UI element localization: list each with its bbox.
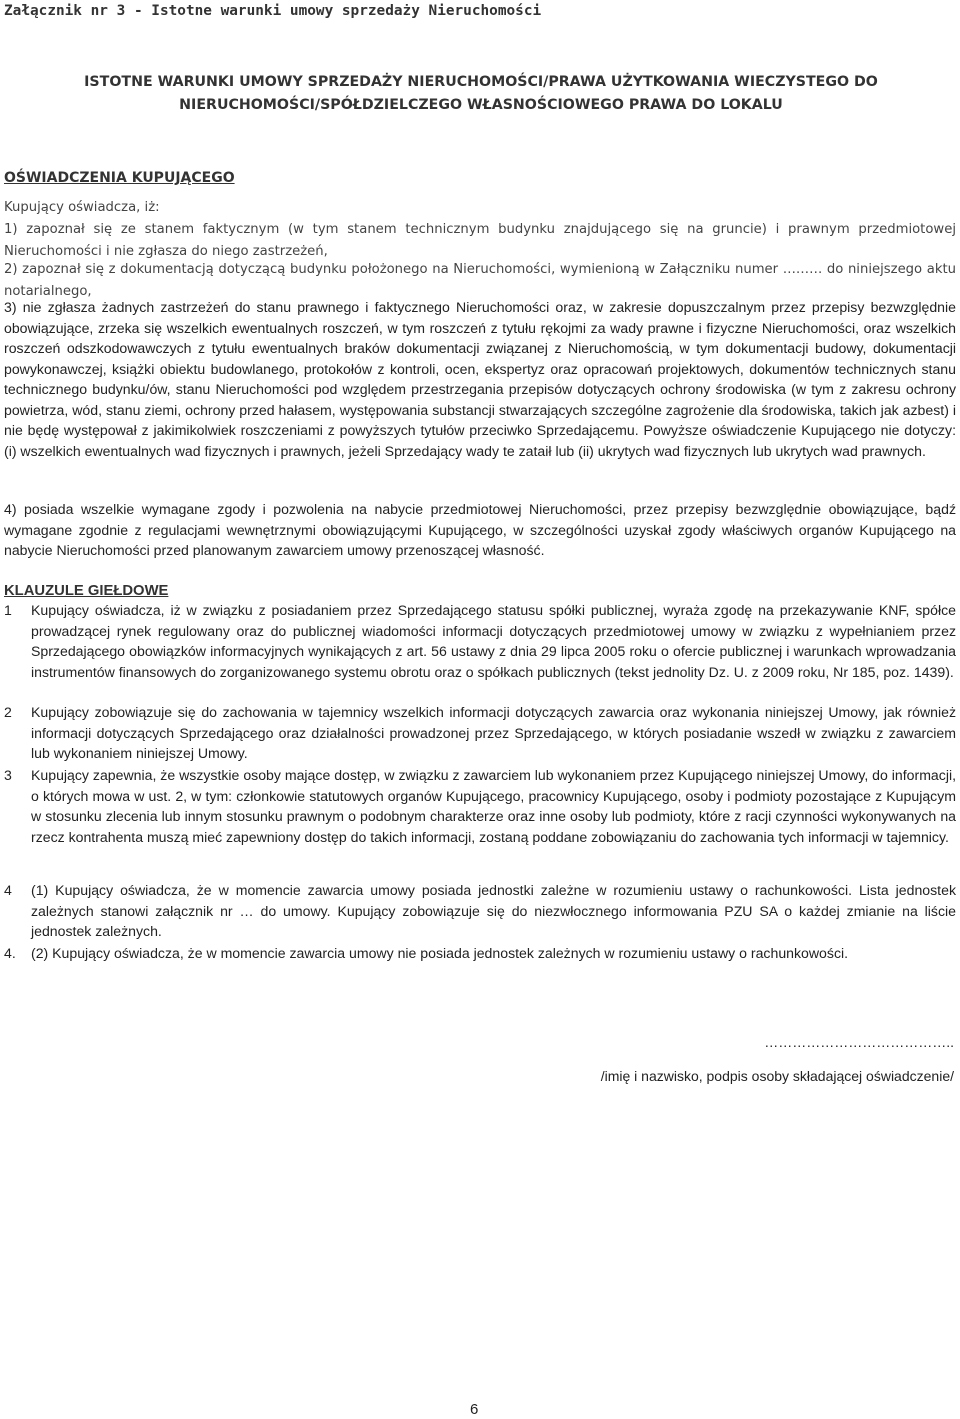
clause-number: 4. — [4, 945, 16, 961]
clause-text: (1) Kupujący oświadcza, że w momencie zawarcia umowy posiada jednostki zależne w rozumieniu ustawy o rachunkowości. Lista jednostek zależnych stanowi załącznik nr … do umowy. Kupujący zobowiązuje się do niezwłocznego informowania PZU SA o każdej zmianie na liście jednostek zależnych. — [31, 882, 956, 940]
clause-text: Kupujący zobowiązuje się do zachowania w tajemnicy wszelkich informacji dotyczących zawarcia oraz wykonania niniejszej Umowy, jak również informacji dotyczących Sprzedającego oraz działalności prowadzonej przez Sprzedającego, w których posiadanie wszedł w związku z zawarciem lub wykonaniem niniejszej Umowy. — [31, 704, 956, 762]
document-title-line-2: NIERUCHOMOŚCI/SPÓŁDZIELCZEGO WŁASNOŚCIOWEGO PRAWA DO LOKALU — [179, 97, 783, 113]
signature-caption: /imię i nazwisko, podpis osoby składającej oświadczenie/ — [600, 1068, 954, 1084]
document-title-line-1: ISTOTNE WARUNKI UMOWY SPRZEDAŻY NIERUCHOMOŚCI/PRAWA UŻYTKOWANIA WIECZYSTEGO DO — [84, 74, 878, 90]
attachment-header: Załącznik nr 3 - Istotne warunki umowy sprzedaży Nieruchomości — [4, 3, 542, 19]
clause-item — [4, 765, 956, 848]
clause-number: 3 — [4, 767, 12, 783]
buyer-statements-intro: Kupujący oświadcza, iż: — [4, 200, 160, 215]
exchange-clauses-heading: KLAUZULE GIEŁDOWE — [4, 583, 169, 599]
clause-item — [4, 702, 956, 764]
clause-text: Kupujący oświadcza, iż w związku z posiadaniem przez Sprzedającego statusu spółki publicznej, wyraża zgodę na przekazywanie KNF, spółce prowadzącej rynek regulowany oraz do publicznej wiadomości informacji dotyczących przedmiotowej umowy w związku z wypełnianiem przez Sprzedającego obowiązków informacyjnych wynikających z art. 56 ustawy z dnia 29 lipca 2005 roku o ofercie publicznej i warunkach wprowadzania instrumentów finansowych do zorganizowanego systemu obrotu oraz o spółkach publicznych (tekst jednolity Dz. U. z 2009 roku, Nr 185, poz. 1439). — [31, 602, 956, 681]
clause-text: Kupujący zapewnia, że wszystkie osoby mające dostęp, w związku z zawarciem lub wykonaniem przez Kupującego niniejszej Umowy, do informacji, o których mowa w ust. 2, w tym: członkowie statutowych organów Kupującego, pracownicy Kupującego, osoby i podmioty pozostające z Kupującym w stosunku zlecenia lub innym stosunku prawnym o podobnym charakterze oraz inne osoby lub podmioty, które z racji czynności wykonywanych na rzecz kontrahenta muszą mieć zapewniony dostęp do takich informacji, zostaną poddane zobowiązaniu do zachowania tych informacji w tajemnicy. — [31, 767, 956, 846]
clause-item — [4, 880, 956, 942]
clause-item — [4, 600, 956, 683]
buyer-statements-heading: OŚWIADCZENIA KUPUJĄCEGO — [4, 170, 235, 186]
clause-number: 2 — [4, 704, 12, 720]
buyer-statement-3: 3) nie zgłasza żadnych zastrzeżeń do stanu prawnego i faktycznego Nieruchomości oraz, w zakresie dopuszczalnym przez przepisy bezwzględnie obowiązujące, zrzeka się wszelkich ewentualnych roszczeń, w tym roszczeń z tytułu rękojmi za wady prawne i fizyczne Nieruchomości, oraz wszelkich roszczeń odszkodowawczych z tytułu ewentualnych braków dokumentacji związanej z Nieruchomością, w tym dokumentacji budowy, dokumentacji powykonawczej, książki obiektu budowlanego, protokołów z kontroli, ocen, ekspertyz oraz opracowań projektowych, dokumentów technicznych stanu technicznego budynku/ów, stanu Nieruchomości pod względem przestrzegania przepisów dotyczących ochrony środowiska (w tym z zakresu ochrony powietrza, wód, stanu ziemi, ochrony przed hałasem, występowania substancji stwarzających szczególne zagrożenie dla środowiska, takich jak azbest) i nie będę występował z jakimikolwiek roszczeniami z powyższych tytułów przeciwko Sprzedającemu. Powyższe oświadczenie Kupującego nie dotyczy: (i) wszelkich ewentualnych wad fizycznych i prawnych, jeżeli Sprzedający wady te zataił lub (ii) ukrytych wad fizycznych lub ukrytych wad prawnych. — [4, 299, 956, 459]
clause-number: 4 — [4, 882, 12, 898]
clause-number: 1 — [4, 602, 12, 618]
buyer-statement-2: 2) zapoznał się z dokumentacją dotyczącą budynku położonego na Nieruchomości, wymienioną w Załączniku numer ……… do niniejszego aktu notarialnego, — [4, 262, 956, 299]
buyer-statement-1: 1) zapoznał się ze stanem faktycznym (w tym stanem technicznym budynku znajdującego się na gruncie) i prawnym przedmiotowej Nieruchomości i nie zgłasza do niego zastrzeżeń, — [4, 222, 956, 259]
clause-text: (2) Kupujący oświadcza, że w momencie zawarcia umowy nie posiada jednostek zależnych w rozumieniu ustawy o rachunkowości. — [31, 945, 849, 961]
clause-item — [4, 943, 956, 964]
page-number: 6 — [470, 1401, 479, 1418]
buyer-statement-4: 4) posiada wszelkie wymagane zgody i pozwolenia na nabycie przedmiotowej Nieruchomości, przez przepisy bezwzględnie obowiązujące, bądź wymagane zgodnie z regulacjami wewnętrznymi obowiązującymi Kupującego, w szczególności uzyskał zgody właściwych organów Kupującego na nabycie Nieruchomości przed planowanym zawarciem umowy przenoszącej własność. — [4, 501, 956, 558]
signature-dots: ………………………………….. — [764, 1034, 954, 1050]
